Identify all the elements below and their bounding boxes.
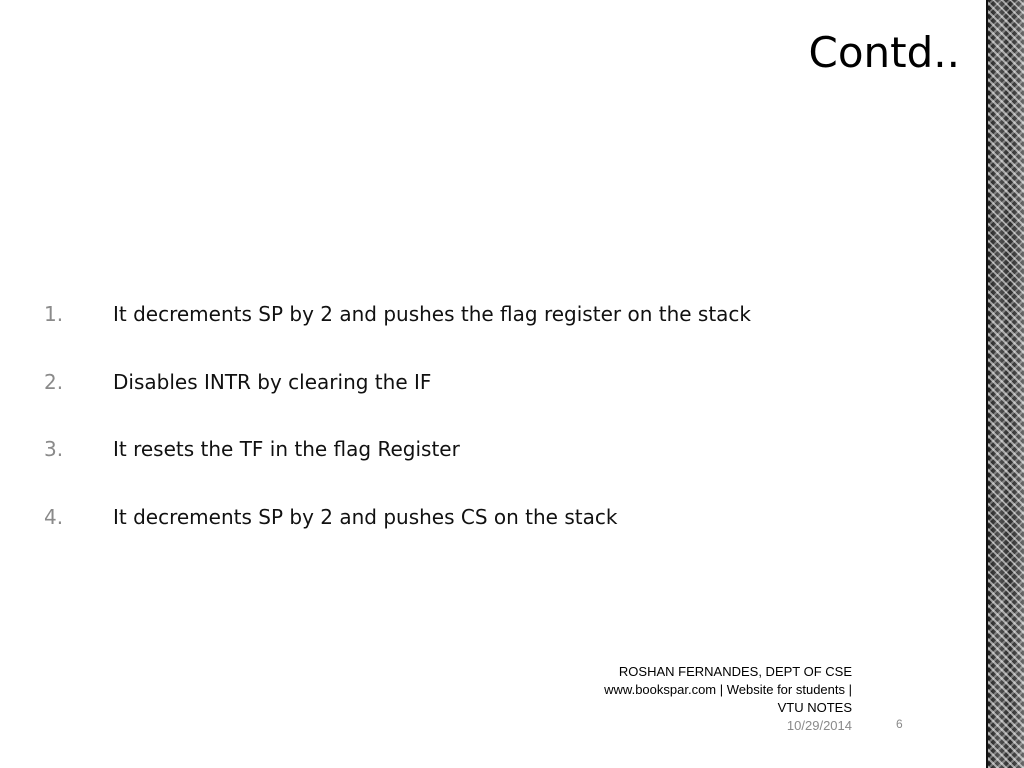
list-item-number: 1. <box>44 302 64 326</box>
list-item-number: 4. <box>44 504 64 529</box>
footer-author: ROSHAN FERNANDES, DEPT OF CSE <box>618 664 852 679</box>
list-item-text: It decrements SP by 2 and pushes CS on the stack <box>113 504 618 529</box>
list-item <box>44 370 751 438</box>
list-item-text: It decrements SP by 2 and pushes the flag register on the stack <box>113 302 751 326</box>
footer-notes: VTU NOTES <box>777 700 852 715</box>
footer-website: www.bookspar.com | Website for students | <box>604 682 852 697</box>
slide-footer <box>552 663 852 735</box>
list-item-number: 2. <box>44 369 64 394</box>
page-number: 6 <box>896 717 903 731</box>
slide-title: Contd.. <box>808 28 960 77</box>
list-item-text: It resets the TF in the flag Register <box>113 437 460 461</box>
list-item <box>44 437 751 505</box>
numbered-list <box>44 302 751 572</box>
decorative-side-strip <box>988 0 1024 768</box>
footer-date: 10/29/2014 <box>786 718 852 733</box>
list-item <box>44 505 751 573</box>
list-item-text: Disables INTR by clearing the IF <box>113 369 432 394</box>
list-item <box>44 302 751 370</box>
list-item-number: 3. <box>44 437 64 461</box>
